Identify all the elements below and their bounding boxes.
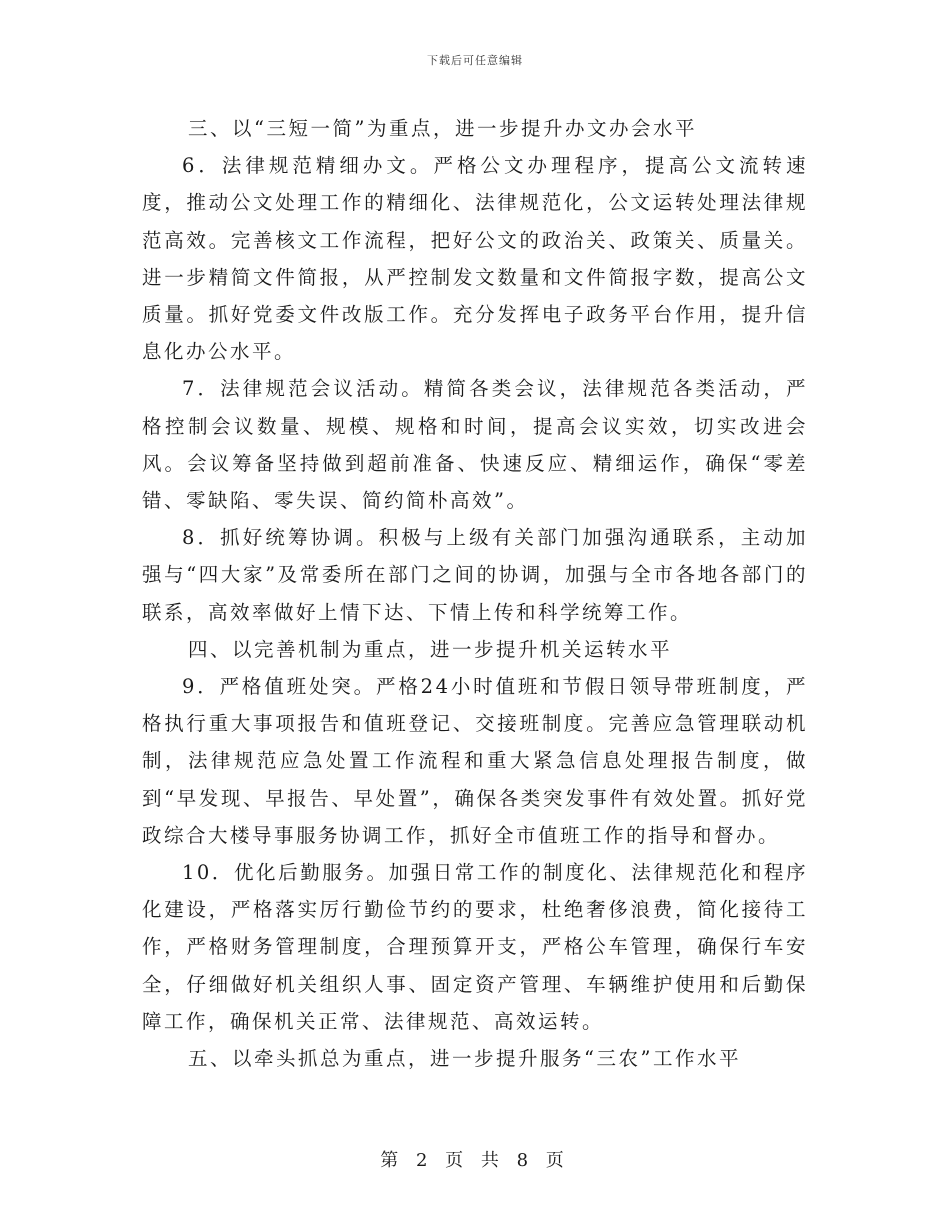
section-heading-5: 五、以牵头抓总为重点，进一步提升服务“三农”工作水平	[188, 1047, 741, 1071]
section-heading-4: 四、以完善机制为重点，进一步提升机关运转水平	[188, 637, 673, 661]
paragraph-8: 8．抓好统筹协调。积极与上级有关部门加强沟通联系，主动加强与“四大家”及常委所在部门之间的协调，加强与全市各地各部门的联系，高效率做好上情下达、下情上传和科学统筹工作。	[142, 526, 808, 624]
section-heading-3: 三、以“三短一简”为重点，进一步提升办文办会水平	[188, 117, 697, 140]
document-body	[142, 110, 808, 1077]
paragraph-10: 10．优化后勤服务。加强日常工作的制度化、法律规范化和程序化建设，严格落实厉行勤俭节约的要求，杜绝奢侈浪费，简化接待工作，严格财务管理制度，合理预算开支，严格公车管理，确保行车安全，仔细做好机关组织人事、固定资产管理、车辆维护使用和后勤保障工作，确保机关正常、法律规范、高效运转。	[142, 861, 808, 1033]
page-footer-page-number: 第 2 页 共 8 页	[380, 1150, 570, 1171]
paragraph-6: 6．法律规范精细办文。严格公文办理程序，提高公文流转速度，推动公文处理工作的精细化、法律规范化，公文运转处理法律规范高效。完善核文工作流程，把好公文的政治关、政策关、质量关。进一步精简文件简报，从严控制发文数量和文件简报字数，提高公文质量。抓好党委文件改版工作。充分发挥电子政务平台作用，提升信息化办公水平。	[142, 154, 808, 364]
page-header: 下载后可任意编辑	[427, 54, 523, 67]
paragraph-7: 7．法律规范会议活动。精简各类会议，法律规范各类活动，严格控制会议数量、规模、规格和时间，提高会议实效，切实改进会风。会议筹备坚持做到超前准备、快速反应、精细运作，确保“零差错、零缺陷、零失误、简约简朴高效”。	[142, 377, 808, 513]
paragraph-9: 9．严格值班处突。严格24小时值班和节假日领导带班制度，严格执行重大事项报告和值班登记、交接班制度。完善应急管理联动机制，法律规范应急处置工作流程和重大紧急信息处理报告制度，做到“早发现、早报告、早处置”，确保各类突发事件有效处置。抓好党政综合大楼导事服务协调工作，抓好全市值班工作的指导和督办。	[142, 675, 808, 847]
